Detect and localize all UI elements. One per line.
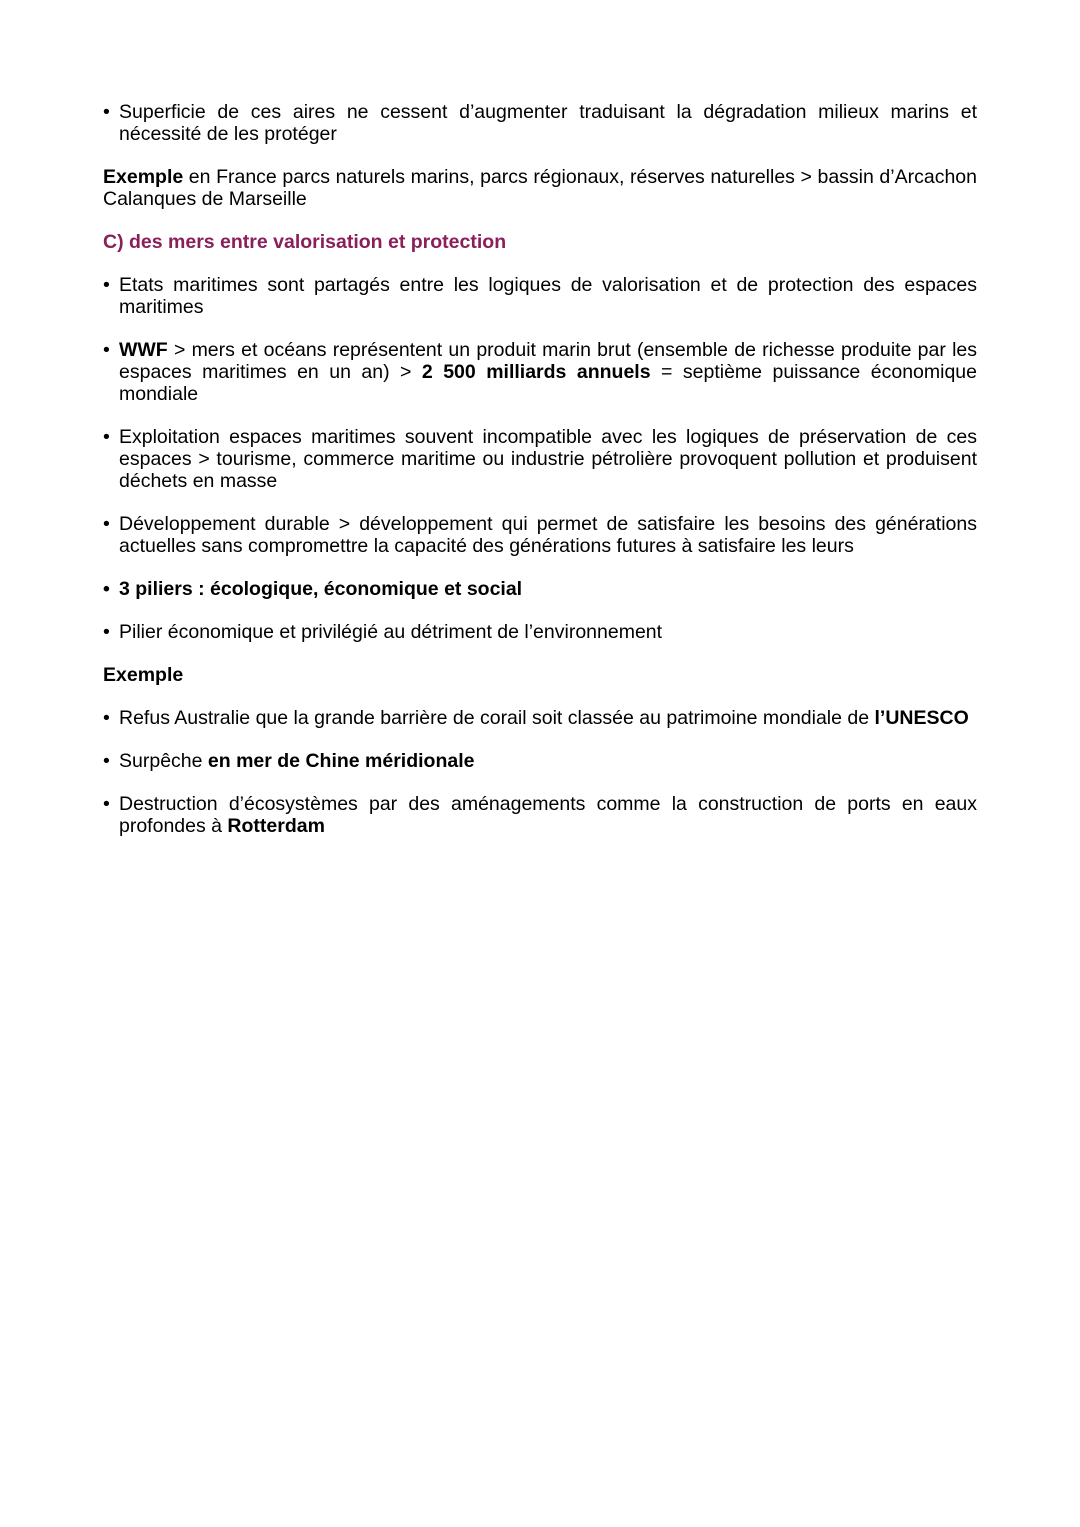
example-text: en France parcs naturels marins, parcs régionaux, réserves naturelles > bassin d’Arcachon Calanques de Marseille xyxy=(103,166,977,210)
list-item-text xyxy=(119,339,977,405)
bullet-icon: • xyxy=(103,426,110,448)
bold-term: WWF xyxy=(119,339,168,361)
bold-figure: 2 500 milliards annuels xyxy=(421,361,651,383)
list-item-text xyxy=(119,750,474,772)
example-label: Exemple xyxy=(103,166,184,188)
text-run: = septième puissance économique mondiale xyxy=(119,361,977,405)
bullet-icon: • xyxy=(103,274,110,296)
bullet-icon: • xyxy=(103,707,110,729)
text-run: Refus Australie que la grande barrière de corail soit classée au patrimoine mondiale de xyxy=(119,707,875,729)
bold-term: l’UNESCO xyxy=(874,707,969,729)
list-item xyxy=(103,513,977,557)
text-run: Surpêche xyxy=(119,750,208,772)
list-item-text: Superficie de ces aires ne cessent d’augmenter traduisant la dégradation milieux marins et nécessité de les protéger xyxy=(119,101,977,145)
list-item xyxy=(103,621,977,643)
list-item xyxy=(103,793,977,837)
list-item xyxy=(103,426,977,492)
list-item-text: 3 piliers : écologique, économique et social xyxy=(119,578,523,600)
list-item-text: Exploitation espaces maritimes souvent incompatible avec les logiques de préservation de ces espaces > tourisme, commerce maritime ou industrie pétrolière provoquent pollution et produisent déchets en masse xyxy=(119,426,977,492)
bullet-icon: • xyxy=(103,513,110,535)
list-item-text: Développement durable > développement qui permet de satisfaire les besoins des générations actuelles sans compromettre la capacité des générations futures à satisfaire les leurs xyxy=(119,513,977,557)
bold-term: en mer de Chine méridionale xyxy=(207,750,475,772)
bullet-icon: • xyxy=(103,339,110,361)
bullet-icon: • xyxy=(103,621,110,643)
list-item xyxy=(103,578,977,600)
list-item xyxy=(103,274,977,318)
list-item xyxy=(103,339,977,405)
bullet-icon: • xyxy=(103,101,110,123)
list-item-text: Etats maritimes sont partagés entre les logiques de valorisation et de protection des espaces maritimes xyxy=(119,274,977,318)
text-run: > mers et océans représentent un produit marin brut (ensemble de richesse produite par les espaces maritimes en un an) > xyxy=(119,339,977,383)
example-label: Exemple xyxy=(103,664,184,686)
list-item-text xyxy=(119,793,977,837)
section-heading: C) des mers entre valorisation et protection xyxy=(103,231,507,253)
list-item-text: Pilier économique et privilégié au détriment de l’environnement xyxy=(119,621,663,643)
bullet-icon: • xyxy=(103,793,110,815)
bullet-icon: • xyxy=(103,750,110,772)
list-item xyxy=(103,101,977,145)
example-paragraph xyxy=(103,166,977,210)
list-item xyxy=(103,707,977,729)
bullet-icon: • xyxy=(103,578,110,600)
bold-term: Rotterdam xyxy=(227,815,325,837)
list-item xyxy=(103,750,977,772)
text-run: Destruction d’écosystèmes par des aménagements comme la construction de ports en eaux profondes à xyxy=(119,793,977,837)
example-paragraph xyxy=(103,664,977,686)
list-item-text xyxy=(119,707,969,729)
document-page xyxy=(103,101,977,858)
